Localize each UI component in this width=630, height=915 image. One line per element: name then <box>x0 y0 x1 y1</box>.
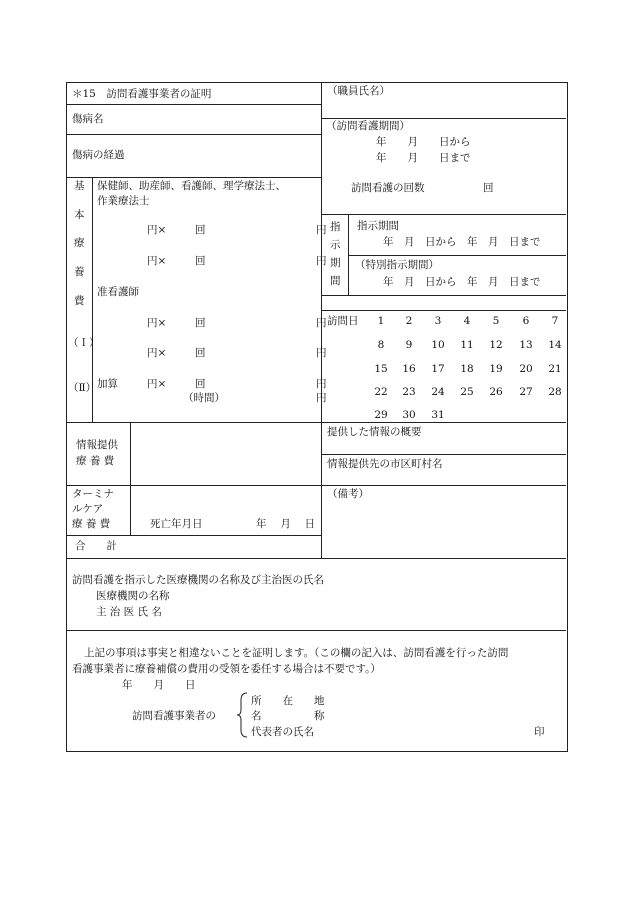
visit-day: 13 <box>519 339 533 351</box>
visit-day: 17 <box>431 363 445 375</box>
yen-unit: 円 <box>316 255 327 267</box>
death-date-label: 死亡年月日 <box>150 518 203 530</box>
visit-day: 2 <box>405 315 413 327</box>
medical-title: 訪問看護を指示した医療機関の名称及び主治医の氏名 <box>72 574 324 586</box>
rule <box>67 558 566 559</box>
visit-day: 30 <box>402 409 416 421</box>
total-label: 合 計 <box>75 540 117 552</box>
basic-fee-char: 療 <box>74 237 85 249</box>
visit-day: 6 <box>522 315 530 327</box>
visit-day: 27 <box>519 386 533 398</box>
terminal-care-label-1: ターミナ <box>72 488 114 500</box>
basic-fee-char: 基 <box>74 180 85 192</box>
rate-yen-times: 円× <box>147 224 167 236</box>
rule <box>348 214 349 295</box>
visit-day: 5 <box>492 315 500 327</box>
special-instruction-dates: 年 月 日から 年 月 日まで <box>383 276 541 288</box>
staff-types-line2: 作業療法士 <box>97 195 150 207</box>
times-unit: 回 <box>195 378 206 390</box>
rule <box>321 310 566 311</box>
company-name-label: 名 称 <box>251 710 325 722</box>
instruction-char: 間 <box>330 275 341 287</box>
visit-day: 15 <box>374 363 388 375</box>
yen-unit: 円 <box>316 224 327 236</box>
certification-date: 年 月 日 <box>122 679 196 691</box>
visit-day: 23 <box>402 386 416 398</box>
yen-unit: 円 <box>316 378 327 390</box>
rate-yen-times: 円× <box>147 317 167 329</box>
visit-day: 16 <box>402 363 416 375</box>
visit-day: 20 <box>519 363 533 375</box>
instruction-char: 指 <box>330 221 341 233</box>
visit-day: 1 <box>377 315 385 327</box>
times-unit: 回 <box>195 317 206 329</box>
rule <box>321 295 566 296</box>
instruction-char: 期 <box>330 257 341 269</box>
visit-day: 18 <box>460 363 474 375</box>
visit-day: 11 <box>460 339 474 351</box>
visit-count-label: 訪問看護の回数 <box>351 182 425 194</box>
visit-day: 26 <box>489 386 503 398</box>
representative-label: 代表者の氏名 <box>251 726 314 738</box>
instruction-period-label: 指示期間 <box>357 220 399 232</box>
times-unit: 回 <box>195 347 206 359</box>
visit-day: 12 <box>489 339 503 351</box>
basic-fee-char: 養 <box>74 266 85 278</box>
info-summary-label: 提供した情報の概要 <box>327 426 422 438</box>
visit-day: 31 <box>431 409 445 421</box>
rate-yen-times: 円× <box>147 255 167 267</box>
visit-day: 19 <box>489 363 503 375</box>
visit-day: 22 <box>374 386 388 398</box>
rate-yen-times: 円× <box>147 378 167 390</box>
info-fee-label-1: 情報提供 <box>76 439 118 451</box>
rule <box>67 104 321 105</box>
visit-day: 3 <box>434 315 442 327</box>
special-instruction-label: （特別指示期間） <box>355 259 439 271</box>
yen-unit: 円 <box>316 392 327 404</box>
visit-day: 28 <box>548 386 562 398</box>
doctor-name-label: 主 治 医 氏 名 <box>96 606 162 618</box>
visit-day: 24 <box>431 386 445 398</box>
terminal-care-label-3: 療 養 費 <box>72 518 111 530</box>
rule <box>67 422 566 423</box>
yen-unit: 円 <box>316 317 327 329</box>
rate-yen-times: 円× <box>147 347 167 359</box>
rule <box>67 134 321 135</box>
visit-day: 14 <box>548 339 562 351</box>
info-fee-label-2: 療 養 費 <box>76 455 115 467</box>
address-label: 所 在 地 <box>251 695 325 707</box>
staff-types-line1: 保健師、助産師、看護師、理学療法士、 <box>97 180 286 192</box>
disease-course-label: 傷病の経過 <box>72 149 125 161</box>
basic-fee-numeral-1: （Ｉ） <box>68 337 100 349</box>
visit-period-label: （訪問看護期間） <box>326 120 410 132</box>
rule <box>321 118 566 119</box>
disease-name-label: 傷病名 <box>72 113 104 125</box>
rule <box>67 630 566 631</box>
visit-day: 29 <box>374 409 388 421</box>
seal-mark: 印 <box>534 726 545 738</box>
visit-day: 8 <box>377 339 385 351</box>
rule <box>348 255 566 256</box>
terminal-care-label-2: ルケア <box>72 503 104 515</box>
addition-label: 加算 <box>97 378 118 390</box>
brace-icon <box>236 692 248 738</box>
section-title: ＊15 訪問看護事業者の証明 <box>72 88 212 100</box>
visit-day: 9 <box>405 339 413 351</box>
basic-fee-char: 本 <box>74 209 85 221</box>
basic-fee-char: 費 <box>74 295 85 307</box>
times-unit: 回 <box>195 255 206 267</box>
visit-count-unit: 回 <box>483 182 494 194</box>
visit-day: 21 <box>548 363 562 375</box>
visit-day: 4 <box>463 315 471 327</box>
provider-label: 訪問看護事業者の <box>132 710 216 722</box>
assistant-nurse-label: 准看護師 <box>97 286 139 298</box>
instruction-char: 示 <box>330 239 341 251</box>
basic-fee-numeral-2: （Ⅱ） <box>68 382 97 394</box>
rule <box>67 535 321 536</box>
rule <box>321 214 566 215</box>
visit-period-to: 年 月 日まで <box>376 152 471 164</box>
yen-unit: 円 <box>316 347 327 359</box>
rule <box>67 485 566 486</box>
rule <box>130 422 131 535</box>
instruction-period-dates: 年 月 日から 年 月 日まで <box>383 236 541 248</box>
hours-label: （時間） <box>183 392 225 404</box>
visit-day: 10 <box>431 339 445 351</box>
rule <box>67 177 321 178</box>
visit-period-from: 年 月 日から <box>376 136 471 148</box>
times-unit: 回 <box>195 224 206 236</box>
remarks-label: （備考） <box>327 488 369 500</box>
institution-name-label: 医療機関の名称 <box>96 590 170 602</box>
rule <box>321 454 566 455</box>
visit-days-label: 訪問日 <box>327 315 359 327</box>
visit-day: 7 <box>551 315 559 327</box>
staff-name-label: （職員氏名） <box>327 85 390 97</box>
info-city-label: 情報提供先の市区町村名 <box>327 458 443 470</box>
death-date-units: 年 月 日 <box>256 518 316 530</box>
certification-line2: 看護事業者に療養補償の費用の受領を委任する場合は不要です。） <box>72 663 381 675</box>
visit-day: 25 <box>460 386 474 398</box>
certification-line1: 上記の事項は事実と相違ないことを証明します。（この欄の記入は、訪問看護を行った訪問 <box>84 647 509 659</box>
